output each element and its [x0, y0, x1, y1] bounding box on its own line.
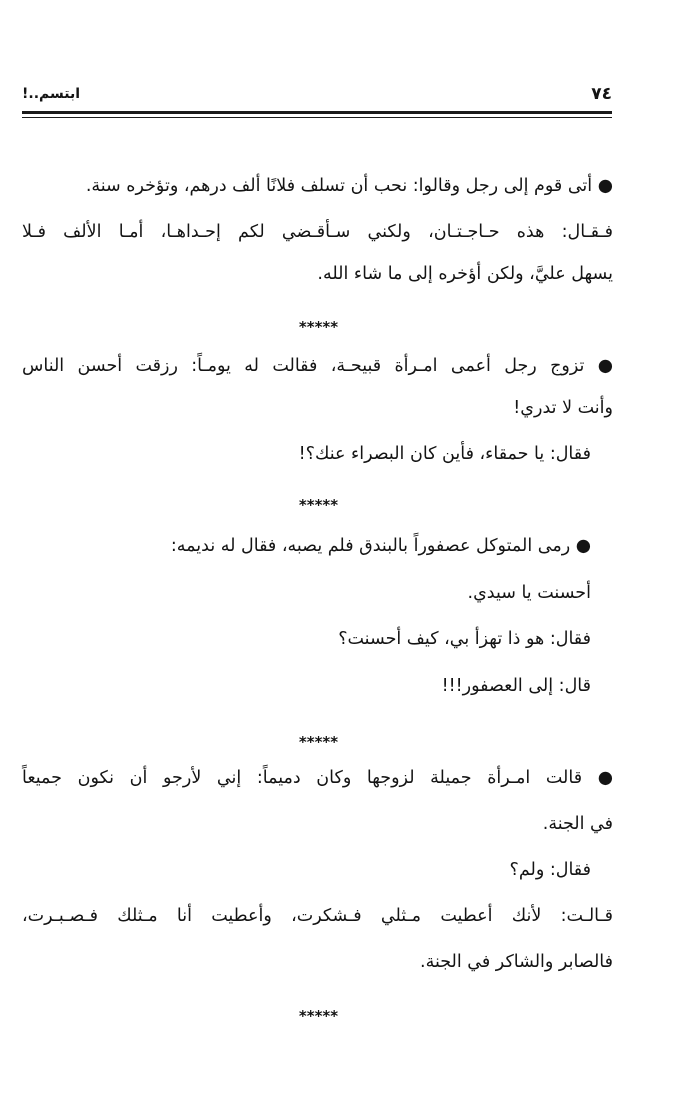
text-line: فالصابر والشاكر في الجنة.: [420, 952, 613, 972]
text-line: فـقـال: هذه حـاجـتـان، ولكني سـأقـضي لكم إحـداهـا، أمـا الألف فـلا: [22, 222, 613, 242]
text-line: فقال: ولم؟: [509, 860, 591, 880]
text-line: أحسنت يا سيدي.: [467, 583, 591, 603]
text-line: ● رمى المتوكل عصفوراً بالبندق فلم يصبه، فقال له نديمه:: [170, 536, 591, 556]
section-separator: *****: [298, 496, 339, 514]
text-line: وأنت لا تدري!: [513, 398, 613, 418]
text-line: ● قالت امـرأة جميلة لزوجها وكان دميماً: إني لأرجو أن نكون جميعاً: [22, 768, 613, 788]
text-line: في الجنة.: [542, 814, 613, 834]
text-line: قـالـت: لأنك أعطيت مـثلي فـشكرت، وأعطيت أنا مـثلك فـصـبـرت،: [22, 906, 613, 926]
text-line: يسهل عليَّ، ولكن أؤخره إلى ما شاء الله.: [317, 264, 613, 284]
text-line: فقال: هو ذا تهزأ بي، كيف أحسنت؟: [338, 629, 591, 649]
text-line: قال: إلى العصفور!!!: [441, 676, 591, 696]
section-separator: *****: [298, 1007, 339, 1025]
section-separator: *****: [298, 318, 339, 336]
text-line: ● تزوج رجل أعمى امـرأة قبيحـة، فقالت له يومـاً: رزقت أحسن الناس: [22, 356, 613, 376]
page-number: ٧٤: [591, 84, 612, 104]
section-separator: *****: [298, 733, 339, 751]
running-title: ابتسم..!: [22, 86, 81, 102]
text-line: فقال: يا حمقاء، فأين كان البصراء عنك؟!: [298, 444, 591, 464]
text-line: ● أتى قوم إلى رجل وقالوا: نحب أن تسلف فلانًا ألف درهم، وتؤخره سنة.: [85, 176, 613, 196]
